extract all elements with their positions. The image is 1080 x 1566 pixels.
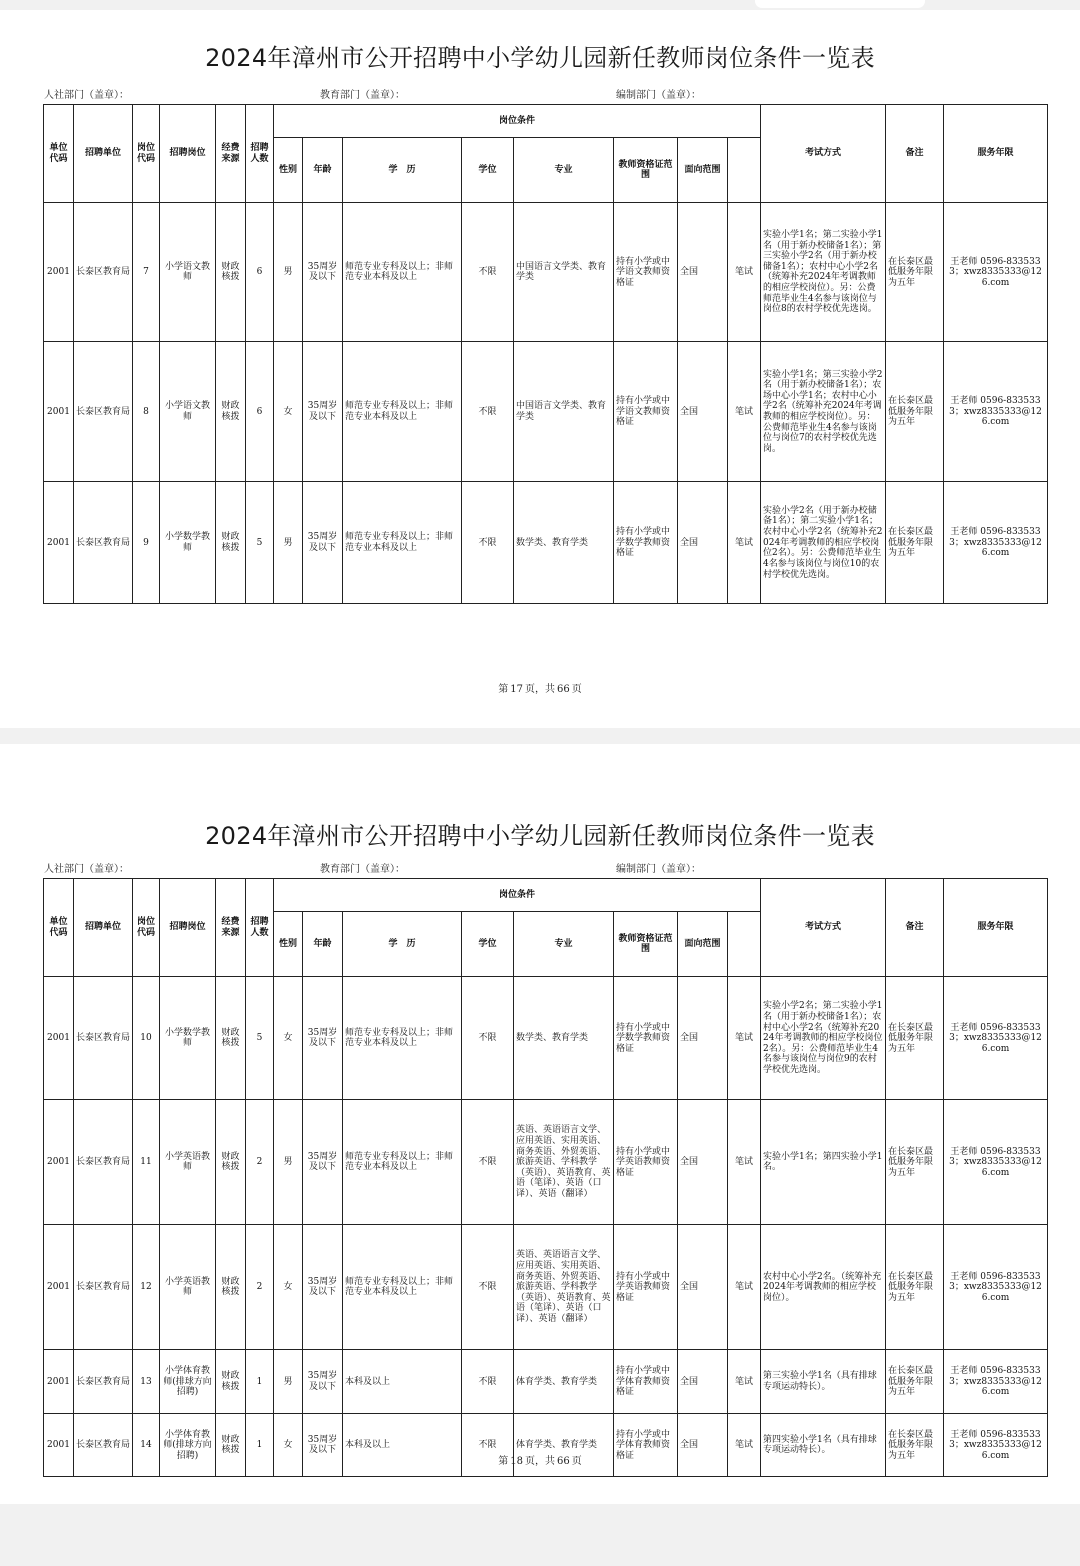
cell-note: 实验小学2名（用于新办校储备1名）；第二实验小学1名；农村中心小学2名（统筹补充2024年考调教师的相应学校岗位2名）。另：公费师范毕业生4名参与该岗位与岗位10的农村学校优先选岗。 xyxy=(761,482,886,604)
cell-degree: 不限 xyxy=(462,1350,514,1414)
table-row xyxy=(44,1350,1048,1414)
cell-cert: 持有小学或中学语文教师资格证 xyxy=(614,342,678,482)
header-scope: 面向范围 xyxy=(678,911,728,977)
cell-degree: 不限 xyxy=(462,1414,514,1477)
cell-post-code: 11 xyxy=(133,1100,160,1225)
cell-cert: 持有小学或中学数学教师资格证 xyxy=(614,977,678,1100)
footer-page: 18 xyxy=(510,1456,523,1467)
cell-gender: 女 xyxy=(274,1414,303,1477)
cell-post-code: 8 xyxy=(133,342,160,482)
cell-count: 1 xyxy=(246,1414,274,1477)
cell-count: 6 xyxy=(246,342,274,482)
cell-cert: 持有小学或中学英语教师资格证 xyxy=(614,1100,678,1225)
cell-age: 35周岁及以下 xyxy=(303,1100,343,1225)
header-post-code: 岗位代码 xyxy=(133,105,160,203)
cell-note: 第三实验小学1名（具有排球专项运动特长）。 xyxy=(761,1350,886,1414)
header-age: 年龄 xyxy=(303,911,343,977)
table-row xyxy=(44,1100,1048,1225)
cell-post: 小学数学教师 xyxy=(160,482,216,604)
cell-post-code: 7 xyxy=(133,203,160,342)
stamp-label: 人社部门（盖章）： xyxy=(44,864,129,875)
cell-post-code: 13 xyxy=(133,1350,160,1414)
viewer-toolbar-pill xyxy=(755,0,925,8)
cell-unit-code: 2001 xyxy=(44,1414,74,1477)
cell-unit-code: 2001 xyxy=(44,342,74,482)
stamp-label: 编制部门（盖章）： xyxy=(616,90,701,101)
footer-page: 17 xyxy=(510,684,523,695)
cell-cert: 持有小学或中学数学教师资格证 xyxy=(614,482,678,604)
footer-mid: 页，共 xyxy=(525,684,555,695)
cell-service: 在长泰区最低服务年限为五年 xyxy=(886,1100,944,1225)
stamp-label: 人社部门（盖章）： xyxy=(44,90,129,101)
cell-count: 1 xyxy=(246,1350,274,1414)
cell-cert: 持有小学或中学体育教师资格证 xyxy=(614,1350,678,1414)
cell-exam: 笔试 xyxy=(728,977,761,1100)
header-gender: 性别 xyxy=(274,911,303,977)
cell-edu: 本科及以上 xyxy=(343,1414,462,1477)
cell-exam: 笔试 xyxy=(728,203,761,342)
cell-degree: 不限 xyxy=(462,977,514,1100)
footer-post: 页 xyxy=(571,1456,582,1467)
cell-exam: 笔试 xyxy=(728,342,761,482)
cell-post: 小学英语教师 xyxy=(160,1100,216,1225)
cell-service: 在长泰区最低服务年限为五年 xyxy=(886,1414,944,1477)
header-degree: 学位 xyxy=(462,137,514,203)
header-fund: 经费来源 xyxy=(216,879,246,977)
cell-post-code: 14 xyxy=(133,1414,160,1477)
cell-contact: 王老师 0596-8335333；xwz8335333@126.com xyxy=(944,1414,1048,1477)
cell-unit: 长泰区教育局 xyxy=(74,1350,133,1414)
cell-degree: 不限 xyxy=(462,1225,514,1350)
header-edu: 学 历 xyxy=(343,137,462,203)
header-note: 备注 xyxy=(886,105,944,203)
header-post-code: 岗位代码 xyxy=(133,879,160,977)
cell-contact: 王老师 0596-8335333；xwz8335333@126.com xyxy=(944,203,1048,342)
cell-post: 小学体育教师(排球方向招聘) xyxy=(160,1414,216,1477)
table-row xyxy=(44,1414,1048,1477)
cell-age: 35周岁及以下 xyxy=(303,1414,343,1477)
cell-scope: 全国 xyxy=(678,342,728,482)
cell-unit-code: 2001 xyxy=(44,977,74,1100)
cell-degree: 不限 xyxy=(462,203,514,342)
cell-exam: 笔试 xyxy=(728,1414,761,1477)
cell-post-code: 9 xyxy=(133,482,160,604)
cell-service: 在长泰区最低服务年限为五年 xyxy=(886,342,944,482)
cell-post-code: 12 xyxy=(133,1225,160,1350)
cell-unit: 长泰区教育局 xyxy=(74,977,133,1100)
footer-pre: 第 xyxy=(498,684,509,695)
cell-cert: 持有小学或中学英语教师资格证 xyxy=(614,1225,678,1350)
header-count: 招聘人数 xyxy=(246,105,274,203)
stamp-label: 教育部门（盖章）： xyxy=(320,864,405,875)
cell-edu: 本科及以上 xyxy=(343,1350,462,1414)
page-footer xyxy=(0,1452,1080,1467)
cell-contact: 王老师 0596-8335333；xwz8335333@126.com xyxy=(944,482,1048,604)
cell-gender: 男 xyxy=(274,1350,303,1414)
cell-cert: 持有小学或中学语文教师资格证 xyxy=(614,203,678,342)
cell-unit-code: 2001 xyxy=(44,1100,74,1225)
cell-count: 2 xyxy=(246,1225,274,1350)
cell-gender: 女 xyxy=(274,342,303,482)
cell-unit: 长泰区教育局 xyxy=(74,1100,133,1225)
cell-major: 中国语言文学类、教育学类 xyxy=(514,203,614,342)
cell-fund: 财政核拨 xyxy=(216,342,246,482)
header-fund: 经费来源 xyxy=(216,105,246,203)
cell-service: 在长泰区最低服务年限为五年 xyxy=(886,482,944,604)
cell-major: 体育学类、教育学类 xyxy=(514,1350,614,1414)
header-cert: 教师资格证范围 xyxy=(614,911,678,977)
cell-gender: 男 xyxy=(274,482,303,604)
header-cert: 教师资格证范围 xyxy=(614,137,678,203)
table-row xyxy=(44,342,1048,482)
stamp-line xyxy=(44,860,1044,876)
cell-service: 在长泰区最低服务年限为五年 xyxy=(886,1225,944,1350)
header-unit: 招聘单位 xyxy=(74,879,133,977)
header-unit: 招聘单位 xyxy=(74,105,133,203)
cell-contact: 王老师 0596-8335333；xwz8335333@126.com xyxy=(944,342,1048,482)
header-post: 招聘岗位 xyxy=(160,879,216,977)
header-note: 备注 xyxy=(886,879,944,977)
cell-age: 35周岁及以下 xyxy=(303,977,343,1100)
footer-total: 66 xyxy=(557,684,570,695)
header-post: 招聘岗位 xyxy=(160,105,216,203)
cell-exam: 笔试 xyxy=(728,482,761,604)
cell-major: 体育学类、教育学类 xyxy=(514,1414,614,1477)
stamp-line xyxy=(44,86,1044,102)
footer-mid: 页，共 xyxy=(525,1456,555,1467)
cell-service: 在长泰区最低服务年限为五年 xyxy=(886,203,944,342)
cell-scope: 全国 xyxy=(678,203,728,342)
cell-scope: 全国 xyxy=(678,482,728,604)
cell-edu: 师范专业专科及以上；非师范专业本科及以上 xyxy=(343,1100,462,1225)
cell-note: 第四实验小学1名（具有排球专项运动特长）。 xyxy=(761,1414,886,1477)
cell-unit-code: 2001 xyxy=(44,1225,74,1350)
cell-note: 实验小学1名；第四实验小学1名。 xyxy=(761,1100,886,1225)
cell-degree: 不限 xyxy=(462,482,514,604)
header-unit-code: 单位代码 xyxy=(44,879,74,977)
cell-gender: 男 xyxy=(274,203,303,342)
cell-age: 35周岁及以下 xyxy=(303,203,343,342)
cell-scope: 全国 xyxy=(678,1350,728,1414)
cell-unit-code: 2001 xyxy=(44,203,74,342)
cell-fund: 财政核拨 xyxy=(216,1100,246,1225)
cell-age: 35周岁及以下 xyxy=(303,342,343,482)
cell-contact: 王老师 0596-8335333；xwz8335333@126.com xyxy=(944,1100,1048,1225)
cell-fund: 财政核拨 xyxy=(216,482,246,604)
header-degree: 学位 xyxy=(462,911,514,977)
document-page-18 xyxy=(0,744,1080,1504)
cell-post: 小学体育教师(排球方向招聘) xyxy=(160,1350,216,1414)
table-row xyxy=(44,1225,1048,1350)
header-conditions: 岗位条件 xyxy=(274,105,761,138)
cell-fund: 财政核拨 xyxy=(216,203,246,342)
cell-unit: 长泰区教育局 xyxy=(74,342,133,482)
cell-edu: 师范专业专科及以上；非师范专业本科及以上 xyxy=(343,977,462,1100)
cell-note: 农村中心小学2名。（统筹补充2024年考调教师的相应学校岗位）。 xyxy=(761,1225,886,1350)
cell-unit: 长泰区教育局 xyxy=(74,1225,133,1350)
header-service: 服务年限 xyxy=(944,105,1048,203)
cell-gender: 女 xyxy=(274,977,303,1100)
cell-contact: 王老师 0596-8335333；xwz8335333@126.com xyxy=(944,1350,1048,1414)
cell-service: 在长泰区最低服务年限为五年 xyxy=(886,1350,944,1414)
cell-count: 5 xyxy=(246,482,274,604)
cell-major: 数学类、教育学类 xyxy=(514,482,614,604)
cell-note: 实验小学1名；第三实验小学2名（用于新办校储备1名）；农场中心小学1名；农村中心小学2名（统筹补充2024年考调教师的相应学校岗位）。另：公费师范毕业生4名参与该岗位与岗位7的农村学校优先选岗。 xyxy=(761,342,886,482)
cell-count: 6 xyxy=(246,203,274,342)
cell-post: 小学英语教师 xyxy=(160,1225,216,1350)
cell-unit-code: 2001 xyxy=(44,1350,74,1414)
cell-exam: 笔试 xyxy=(728,1350,761,1414)
cell-degree: 不限 xyxy=(462,1100,514,1225)
cell-scope: 全国 xyxy=(678,1100,728,1225)
document-title: 2024年漳州市公开招聘中小学幼儿园新任教师岗位条件一览表 xyxy=(205,44,875,72)
positions-table xyxy=(43,104,1048,604)
footer-post: 页 xyxy=(571,684,582,695)
cell-post: 小学数学教师 xyxy=(160,977,216,1100)
page-footer xyxy=(0,680,1080,695)
header-age: 年龄 xyxy=(303,137,343,203)
cell-gender: 男 xyxy=(274,1100,303,1225)
cell-scope: 全国 xyxy=(678,1414,728,1477)
header-count: 招聘人数 xyxy=(246,879,274,977)
cell-count: 2 xyxy=(246,1100,274,1225)
document-title: 2024年漳州市公开招聘中小学幼儿园新任教师岗位条件一览表 xyxy=(205,822,875,850)
cell-contact: 王老师 0596-8335333；xwz8335333@126.com xyxy=(944,977,1048,1100)
cell-unit: 长泰区教育局 xyxy=(74,203,133,342)
cell-fund: 财政核拨 xyxy=(216,977,246,1100)
cell-post: 小学语文教师 xyxy=(160,342,216,482)
cell-edu: 师范专业专科及以上；非师范专业本科及以上 xyxy=(343,203,462,342)
cell-age: 35周岁及以下 xyxy=(303,482,343,604)
cell-fund: 财政核拨 xyxy=(216,1414,246,1477)
positions-table xyxy=(43,878,1048,1477)
header-major: 专业 xyxy=(514,911,614,977)
cell-edu: 师范专业专科及以上；非师范专业本科及以上 xyxy=(343,342,462,482)
cell-age: 35周岁及以下 xyxy=(303,1225,343,1350)
cell-age: 35周岁及以下 xyxy=(303,1350,343,1414)
cell-service: 在长泰区最低服务年限为五年 xyxy=(886,977,944,1100)
cell-post: 小学语文教师 xyxy=(160,203,216,342)
header-exam: 考试方式 xyxy=(761,105,886,203)
document-page-17 xyxy=(0,10,1080,728)
cell-unit: 长泰区教育局 xyxy=(74,1414,133,1477)
cell-scope: 全国 xyxy=(678,1225,728,1350)
cell-post-code: 10 xyxy=(133,977,160,1100)
cell-cert: 持有小学或中学体育教师资格证 xyxy=(614,1414,678,1477)
stamp-label: 教育部门（盖章）： xyxy=(320,90,405,101)
table-row xyxy=(44,482,1048,604)
cell-edu: 师范专业专科及以上；非师范专业本科及以上 xyxy=(343,1225,462,1350)
cell-major: 英语、英语语言文学、应用英语、实用英语、商务英语、外贸英语、旅游英语、学科教学（英语）、英语教育、英语（笔译）、英语（口译）、英语（翻译） xyxy=(514,1100,614,1225)
cell-note: 实验小学1名；第二实验小学1名（用于新办校储备1名）；第三实验小学2名（用于新办校储备1名）；农村中心小学2名（统筹补充2024年考调教师的相应学校岗位）。另：公费师范毕业生4名参与该岗位与岗位8的农村学校优先选岗。 xyxy=(761,203,886,342)
header-edu: 学 历 xyxy=(343,911,462,977)
header-scope: 面向范围 xyxy=(678,137,728,203)
table-row xyxy=(44,203,1048,342)
header-gender: 性别 xyxy=(274,137,303,203)
cell-gender: 女 xyxy=(274,1225,303,1350)
header-exam: 考试方式 xyxy=(761,879,886,977)
cell-fund: 财政核拨 xyxy=(216,1350,246,1414)
cell-note: 实验小学2名；第二实验小学1名（用于新办校储备1名）；农村中心小学2名（统筹补充2024年考调教师的相应学校岗位2名）。另：公费师范毕业生4名参与该岗位与岗位9的农村学校优先选岗。 xyxy=(761,977,886,1100)
cell-scope: 全国 xyxy=(678,977,728,1100)
cell-count: 5 xyxy=(246,977,274,1100)
header-unit-code: 单位代码 xyxy=(44,105,74,203)
cell-major: 数学类、教育学类 xyxy=(514,977,614,1100)
cell-fund: 财政核拨 xyxy=(216,1225,246,1350)
stamp-label: 编制部门（盖章）： xyxy=(616,864,701,875)
footer-pre: 第 xyxy=(498,1456,509,1467)
table-row xyxy=(44,977,1048,1100)
cell-exam: 笔试 xyxy=(728,1100,761,1225)
cell-unit-code: 2001 xyxy=(44,482,74,604)
cell-contact: 王老师 0596-8335333；xwz8335333@126.com xyxy=(944,1225,1048,1350)
footer-total: 66 xyxy=(557,1456,570,1467)
header-row xyxy=(44,879,1048,912)
header-row xyxy=(44,105,1048,138)
cell-unit: 长泰区教育局 xyxy=(74,482,133,604)
header-major: 专业 xyxy=(514,137,614,203)
cell-degree: 不限 xyxy=(462,342,514,482)
header-conditions: 岗位条件 xyxy=(274,879,761,912)
header-service: 服务年限 xyxy=(944,879,1048,977)
cell-major: 英语、英语语言文学、应用英语、实用英语、商务英语、外贸英语、旅游英语、学科教学（英语）、英语教育、英语（笔译）、英语（口译）、英语（翻译） xyxy=(514,1225,614,1350)
cell-edu: 师范专业专科及以上；非师范专业本科及以上 xyxy=(343,482,462,604)
cell-exam: 笔试 xyxy=(728,1225,761,1350)
cell-major: 中国语言文学类、教育学类 xyxy=(514,342,614,482)
